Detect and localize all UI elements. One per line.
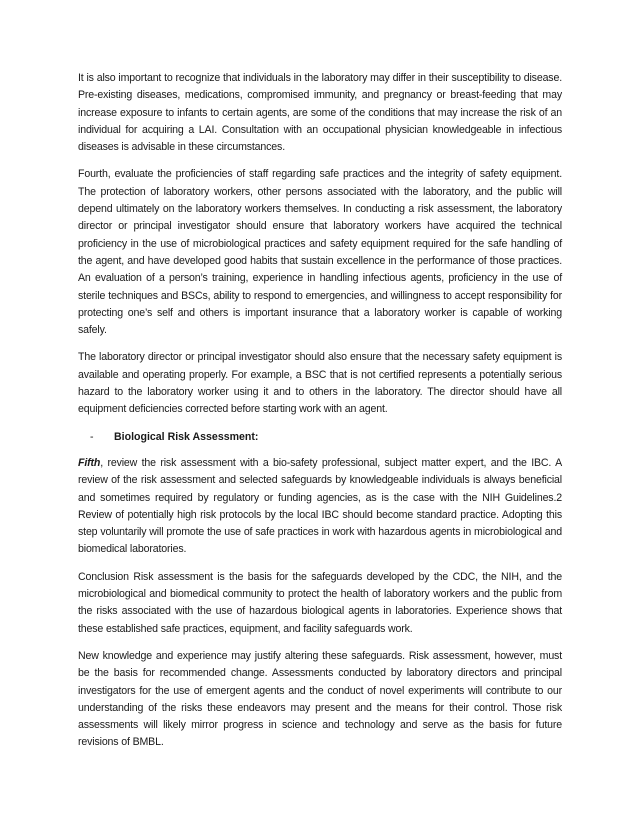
paragraph-susceptibility: It is also important to recognize that individuals in the laboratory may differ in their susceptibility to disease. Pre-existing diseases, medications, compromised immunity, and pregnancy or breast-feeding that may increase exposure to infants to certain agents, are some of the conditions that may increase the risk of an individual for acquiring a LAI. Consultation with an occupational physician knowledgeable in infectious diseases is advisable in these circumstances. xyxy=(78,72,562,154)
heading-text: Biological Risk Assessment: xyxy=(114,430,259,443)
document-body xyxy=(78,70,562,762)
paragraph-conclusion: Conclusion Risk assessment is the basis for the safeguards developed by the CDC, the NIH, and the microbiological and biomedical community to protect the health of laboratory workers and the public from the risks associated with the use of hazardous biological agents in laboratories. Experience shows that these established safe practices, equipment, and facility safeguards work. xyxy=(78,570,562,635)
paragraph-safety-equipment: The laboratory director or principal investigator should also ensure that the necessary safety equipment is available and operating properly. For example, a BSC that is not certified represents a potentially serious hazard to the laboratory worker using it and to others in the laboratory. The director should have all equipment deficiencies corrected before starting work with an agent. xyxy=(78,351,562,416)
section-heading xyxy=(78,429,562,446)
paragraph-fifth-review xyxy=(78,455,562,559)
fifth-lead-word: Fifth xyxy=(78,456,101,469)
paragraph-fourth-proficiencies: Fourth, evaluate the proficiencies of staff regarding safe practices and the integrity of safety equipment. The protection of laboratory workers, other persons associated with the laboratory, and the public will depend ultimately on the laboratory workers themselves. In conducting a risk assessment, the laboratory director or principal investigator should ensure that laboratory workers have acquired the technical proficiency in the use of microbiological practices and safety equipment required for the safe handling of the agent, and have developed good habits that sustain excellence in the performance of those practices. An evaluation of a person’s training, experience in handling infectious agents, proficiency in the use of sterile techniques and BSCs, ability to respond to emergencies, and willingness to accept responsibility for protecting one’s self and others is important insurance that a laboratory worker is capable of working safely. xyxy=(78,168,562,337)
heading-bullet: - xyxy=(90,430,94,443)
paragraph-new-knowledge: New knowledge and experience may justify altering these safeguards. Risk assessment, however, must be the basis for recommended change. Assessments conducted by laboratory directors and principal investigators for the use of emergent agents and the conduct of novel experiments will contribute to our understanding of the risks these endeavors may present and the means for their control. Those risk assessments will likely mirror progress in science and technology and serve as the basis for future revisions of BMBL. xyxy=(78,649,562,749)
fifth-rest-text: , review the risk assessment with a bio-safety professional, subject matter expert, and the IBC. A review of the risk assessment and selected safeguards by knowledgeable individuals is always beneficial and sometimes required by regulatory or funding agencies, as is the case with the NIH Guidelines.2 Review of potentially high risk protocols by the local IBC should become standard practice. Adopting this step voluntarily will promote the use of safe practices in work with hazardous agents in microbiological and biomedical laboratories. xyxy=(78,456,562,556)
